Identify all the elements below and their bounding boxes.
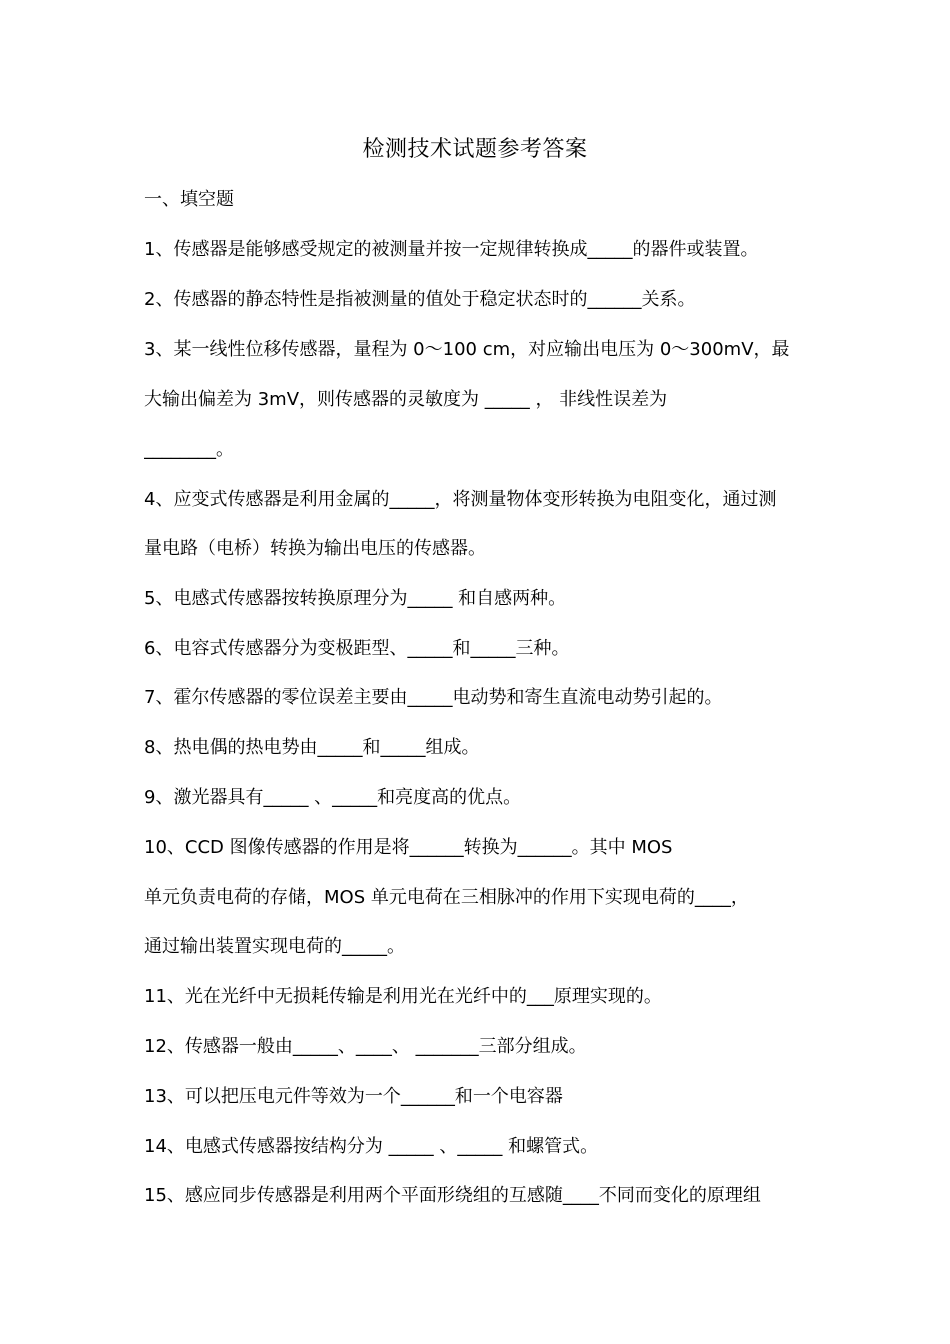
question-12: 12、传感器一般由_____、____、 _______三部分组成。 (144, 1036, 587, 1057)
question-13: 13、可以把压电元件等效为一个______和一个电容器 (144, 1086, 563, 1107)
question-10-line-1: 10、CCD 图像传感器的作用是将______转换为______。其中 MOS (144, 837, 673, 858)
section-heading: 一、填空题 (144, 189, 234, 210)
question-10-line-3: 通过输出装置实现电荷的_____。 (144, 936, 405, 957)
question-5: 5、电感式传感器按转换原理分为_____ 和自感两种。 (144, 588, 567, 609)
question-15: 15、感应同步传感器是利用两个平面形绕组的互感随____不同而变化的原理组 (144, 1185, 761, 1206)
question-9: 9、激光器具有_____ 、_____和亮度高的优点。 (144, 787, 522, 808)
question-4-line-1: 4、应变式传感器是利用金属的_____，将测量物体变形转换为电阻变化，通过测 (144, 489, 777, 510)
question-11: 11、光在光纤中无损耗传输是利用光在光纤中的___原理实现的。 (144, 986, 662, 1007)
question-10-line-2: 单元负责电荷的存储，MOS 单元电荷在三相脉冲的作用下实现电荷的____， (144, 887, 749, 908)
question-14: 14、电感式传感器按结构分为 _____ 、_____ 和螺管式。 (144, 1136, 599, 1157)
document-title: 检测技术试题参考答案 (362, 137, 588, 162)
question-3-line-1: 3、某一线性位移传感器，量程为 0～100 cm，对应输出电压为 0～300mV，最 (144, 339, 790, 360)
question-6: 6、电容式传感器分为变极距型、_____和_____三种。 (144, 638, 570, 659)
question-2: 2、传感器的静态特性是指被测量的值处于稳定状态时的______关系。 (144, 289, 696, 310)
question-7: 7、霍尔传感器的零位误差主要由_____电动势和寄生直流电动势引起的。 (144, 687, 723, 708)
question-4-line-2: 量电路（电桥）转换为输出电压的传感器。 (144, 538, 486, 559)
question-3-line-2: 大输出偏差为 3mV，则传感器的灵敏度为 _____ ， 非线性误差为 (144, 389, 668, 410)
question-1: 1、传感器是能够感受规定的被测量并按一定规律转换成_____的器件或装置。 (144, 239, 759, 260)
question-8: 8、热电偶的热电势由_____和_____组成。 (144, 737, 480, 758)
question-3-line-3: ________。 (144, 439, 234, 460)
